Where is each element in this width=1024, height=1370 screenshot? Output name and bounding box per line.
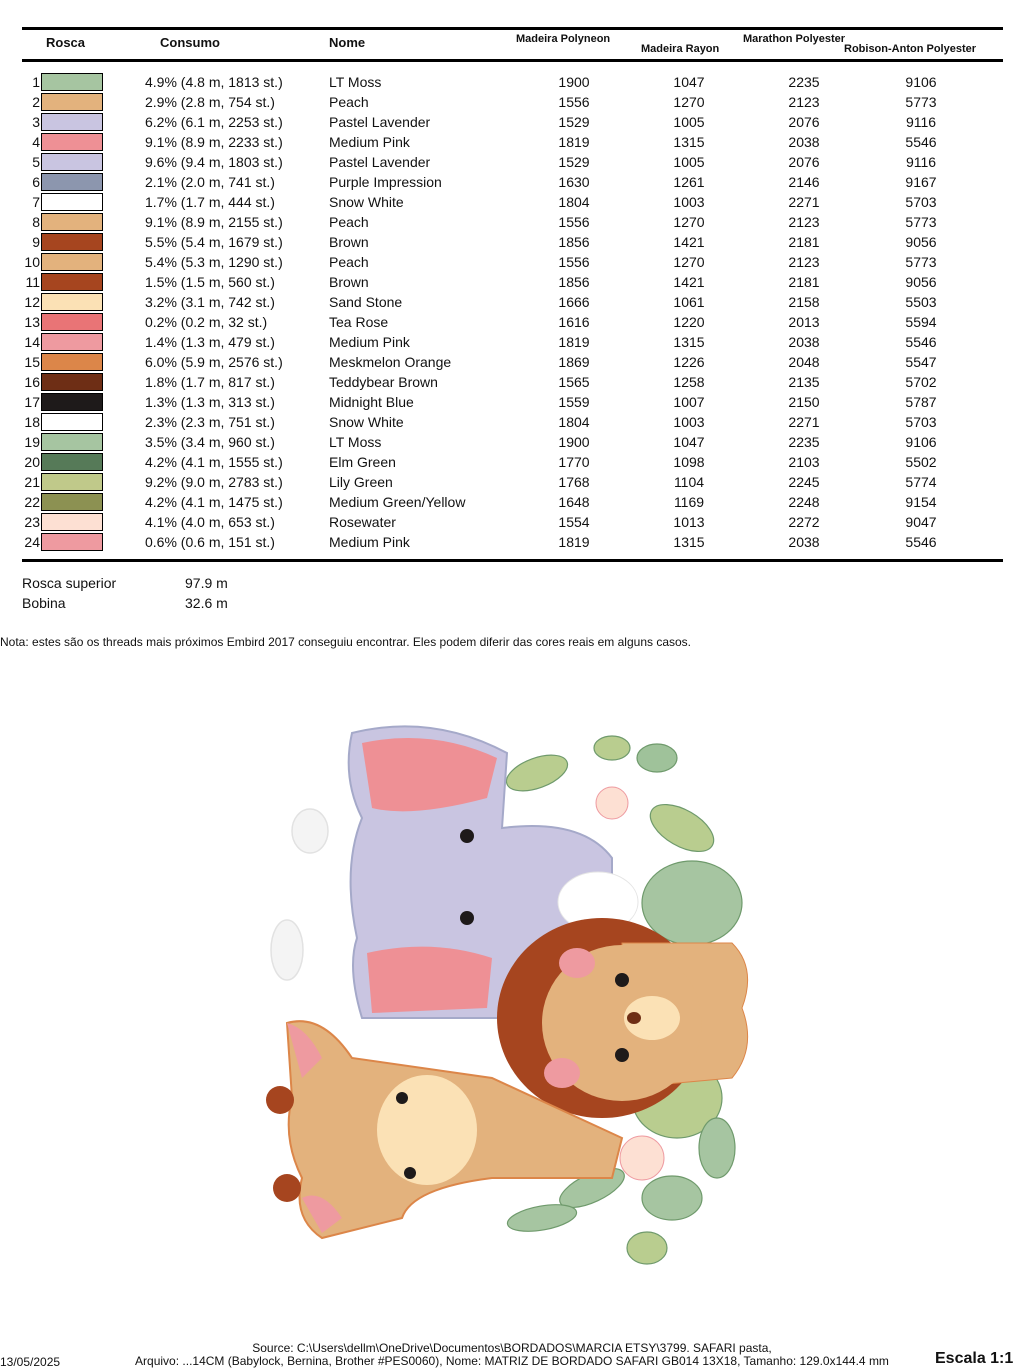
consumption: 0.2% (0.2 m, 32 st.) <box>145 314 268 330</box>
marathon-polyester-code: 2235 <box>788 434 820 450</box>
robison-anton-code: 5547 <box>905 354 937 370</box>
thread-number: 16 <box>24 374 40 390</box>
thread-number: 13 <box>24 314 40 330</box>
madeira-rayon-code: 1315 <box>673 334 705 350</box>
color-swatch <box>41 473 103 491</box>
thread-name: LT Moss <box>329 74 382 90</box>
robison-anton-code: 5546 <box>905 134 937 150</box>
header-consumption: Consumo <box>160 35 220 50</box>
consumption: 9.1% (8.9 m, 2233 st.) <box>145 134 283 150</box>
totals-row-top-thread <box>22 573 322 593</box>
marathon-polyester-code: 2181 <box>788 234 820 250</box>
madeira-rayon-code: 1220 <box>673 314 705 330</box>
madeira-polyneon-code: 1770 <box>558 454 590 470</box>
thread-number: 5 <box>32 154 40 170</box>
thread-number: 14 <box>24 334 40 350</box>
robison-anton-code: 9106 <box>905 74 937 90</box>
consumption: 9.6% (9.4 m, 1803 st.) <box>145 154 283 170</box>
thread-row <box>0 352 1024 372</box>
thread-number: 17 <box>24 394 40 410</box>
marathon-polyester-code: 2038 <box>788 534 820 550</box>
robison-anton-code: 9047 <box>905 514 937 530</box>
color-swatch <box>41 373 103 391</box>
thread-name: Brown <box>329 274 369 290</box>
madeira-polyneon-code: 1559 <box>558 394 590 410</box>
thread-number: 7 <box>32 194 40 210</box>
robison-anton-code: 5787 <box>905 394 937 410</box>
thread-name: Elm Green <box>329 454 396 470</box>
thread-number: 8 <box>32 214 40 230</box>
thread-row <box>0 112 1024 132</box>
consumption: 1.3% (1.3 m, 313 st.) <box>145 394 275 410</box>
madeira-polyneon-code: 1819 <box>558 134 590 150</box>
table-header-rule <box>22 59 1003 62</box>
thread-match-note: Nota: estes são os threads mais próximos Embird 2017 conseguiu encontrar. Eles podem diferir das cores reais em alguns casos. <box>0 635 692 649</box>
robison-anton-code: 5503 <box>905 294 937 310</box>
madeira-polyneon-code: 1900 <box>558 434 590 450</box>
thread-number: 21 <box>24 474 40 490</box>
thread-row <box>0 472 1024 492</box>
marathon-polyester-code: 2123 <box>788 214 820 230</box>
thread-number: 19 <box>24 434 40 450</box>
thread-name: Snow White <box>329 194 404 210</box>
marathon-polyester-code: 2181 <box>788 274 820 290</box>
thread-row <box>0 132 1024 152</box>
madeira-polyneon-code: 1804 <box>558 414 590 430</box>
color-swatch <box>41 533 103 551</box>
thread-row <box>0 292 1024 312</box>
consumption: 2.3% (2.3 m, 751 st.) <box>145 414 275 430</box>
thread-row <box>0 92 1024 112</box>
color-swatch <box>41 293 103 311</box>
thread-name: Meskmelon Orange <box>329 354 452 370</box>
thread-number: 4 <box>32 134 40 150</box>
top-thread-value: 97.9 m <box>185 575 228 591</box>
madeira-rayon-code: 1013 <box>673 514 705 530</box>
thread-row <box>0 412 1024 432</box>
thread-totals <box>22 573 322 613</box>
consumption: 3.5% (3.4 m, 960 st.) <box>145 434 275 450</box>
robison-anton-code: 5774 <box>905 474 937 490</box>
thread-name: Peach <box>329 254 369 270</box>
madeira-rayon-code: 1261 <box>673 174 705 190</box>
consumption: 5.5% (5.4 m, 1679 st.) <box>145 234 283 250</box>
thread-number: 23 <box>24 514 40 530</box>
thread-row <box>0 372 1024 392</box>
madeira-rayon-code: 1421 <box>673 234 705 250</box>
thread-number: 3 <box>32 114 40 130</box>
madeira-rayon-code: 1169 <box>673 494 705 510</box>
consumption: 3.2% (3.1 m, 742 st.) <box>145 294 275 310</box>
robison-anton-code: 9116 <box>905 154 937 170</box>
table-bottom-rule <box>22 559 1003 562</box>
marathon-polyester-code: 2076 <box>788 114 820 130</box>
thread-name: Peach <box>329 214 369 230</box>
thread-number: 24 <box>24 534 40 550</box>
madeira-polyneon-code: 1900 <box>558 74 590 90</box>
color-swatch <box>41 333 103 351</box>
header-robison-anton-polyester: Robison-Anton Polyester <box>844 43 977 55</box>
color-swatch <box>41 493 103 511</box>
thread-number: 18 <box>24 414 40 430</box>
madeira-rayon-code: 1005 <box>673 114 705 130</box>
madeira-rayon-code: 1007 <box>673 394 705 410</box>
madeira-polyneon-code: 1556 <box>558 254 590 270</box>
thread-number: 22 <box>24 494 40 510</box>
robison-anton-code: 9106 <box>905 434 937 450</box>
robison-anton-code: 5773 <box>905 254 937 270</box>
thread-row <box>0 272 1024 292</box>
marathon-polyester-code: 2158 <box>788 294 820 310</box>
madeira-rayon-code: 1104 <box>673 474 705 490</box>
madeira-rayon-code: 1047 <box>673 74 705 90</box>
robison-anton-code: 5546 <box>905 534 937 550</box>
color-swatch <box>41 253 103 271</box>
madeira-rayon-code: 1003 <box>673 194 705 210</box>
header-name: Nome <box>329 35 366 50</box>
robison-anton-code: 9056 <box>905 274 937 290</box>
robison-anton-code: 5546 <box>905 334 937 350</box>
thread-row <box>0 512 1024 532</box>
robison-anton-code: 5703 <box>905 194 937 210</box>
marathon-polyester-code: 2123 <box>788 94 820 110</box>
thread-row <box>0 192 1024 212</box>
embroidery-design-preview <box>262 718 762 1283</box>
thread-row <box>0 312 1024 332</box>
thread-number: 6 <box>32 174 40 190</box>
marathon-polyester-code: 2245 <box>788 474 820 490</box>
color-swatch <box>41 353 103 371</box>
thread-name: Sand Stone <box>329 294 403 310</box>
thread-number: 9 <box>32 234 40 250</box>
header-madeira-rayon: Madeira Rayon <box>641 43 720 55</box>
marathon-polyester-code: 2272 <box>788 514 820 530</box>
thread-name: Lily Green <box>329 474 393 490</box>
consumption: 9.1% (8.9 m, 2155 st.) <box>145 214 283 230</box>
thread-name: Medium Pink <box>329 534 410 550</box>
color-swatch <box>41 513 103 531</box>
color-swatch <box>41 133 103 151</box>
madeira-polyneon-code: 1556 <box>558 214 590 230</box>
consumption: 1.8% (1.7 m, 817 st.) <box>145 374 275 390</box>
marathon-polyester-code: 2135 <box>788 374 820 390</box>
thread-number: 11 <box>25 274 40 290</box>
marathon-polyester-code: 2048 <box>788 354 820 370</box>
madeira-rayon-code: 1098 <box>673 454 705 470</box>
scale-label: Escala 1:1 <box>935 1350 1014 1367</box>
madeira-rayon-code: 1270 <box>673 94 705 110</box>
marathon-polyester-code: 2103 <box>788 454 820 470</box>
color-swatch <box>41 453 103 471</box>
robison-anton-code: 5594 <box>905 314 937 330</box>
thread-row <box>0 152 1024 172</box>
color-swatch <box>41 73 103 91</box>
file-details: Arquivo: ...14CM (Babylock, Bernina, Brother #PES0060), Nome: MATRIZ DE BORDADO SAFARI GB014 13X18, Tamanho: 129.0x144.4 mm <box>135 1354 889 1368</box>
robison-anton-code: 5773 <box>905 94 937 110</box>
madeira-polyneon-code: 1554 <box>558 514 590 530</box>
source-path: Source: C:\Users\dellm\OneDrive\Documentos\BORDADOS\MARCIA ETSY\3799. SAFARI pasta, <box>252 1341 772 1355</box>
file-info <box>102 1342 922 1368</box>
color-swatch <box>41 113 103 131</box>
marathon-polyester-code: 2076 <box>788 154 820 170</box>
table-top-rule <box>22 27 1003 30</box>
thread-number: 12 <box>24 294 40 310</box>
thread-row <box>0 492 1024 512</box>
bobbin-label: Bobina <box>22 595 66 611</box>
marathon-polyester-code: 2150 <box>788 394 820 410</box>
thread-name: Snow White <box>329 414 404 430</box>
consumption: 9.2% (9.0 m, 2783 st.) <box>145 474 283 490</box>
madeira-rayon-code: 1005 <box>673 154 705 170</box>
madeira-rayon-code: 1226 <box>673 354 705 370</box>
madeira-rayon-code: 1315 <box>673 134 705 150</box>
madeira-rayon-code: 1258 <box>673 374 705 390</box>
madeira-polyneon-code: 1804 <box>558 194 590 210</box>
thread-number: 1 <box>32 74 40 90</box>
header-thread: Rosca <box>46 35 86 50</box>
color-swatch <box>41 393 103 411</box>
color-swatch <box>41 153 103 171</box>
marathon-polyester-code: 2146 <box>788 174 820 190</box>
robison-anton-code: 5703 <box>905 414 937 430</box>
color-swatch <box>41 233 103 251</box>
color-swatch <box>41 213 103 231</box>
thread-number: 10 <box>24 254 40 270</box>
robison-anton-code: 9167 <box>905 174 937 190</box>
consumption: 6.2% (6.1 m, 2253 st.) <box>145 114 283 130</box>
thread-name: Medium Green/Yellow <box>329 494 466 510</box>
madeira-polyneon-code: 1856 <box>558 234 590 250</box>
thread-name: Brown <box>329 234 369 250</box>
marathon-polyester-code: 2013 <box>788 314 820 330</box>
thread-row <box>0 172 1024 192</box>
madeira-polyneon-code: 1529 <box>558 154 590 170</box>
consumption: 1.4% (1.3 m, 479 st.) <box>145 334 275 350</box>
madeira-rayon-code: 1421 <box>673 274 705 290</box>
madeira-polyneon-code: 1856 <box>558 274 590 290</box>
thread-row <box>0 392 1024 412</box>
madeira-polyneon-code: 1529 <box>558 114 590 130</box>
madeira-rayon-code: 1315 <box>673 534 705 550</box>
marathon-polyester-code: 2123 <box>788 254 820 270</box>
madeira-polyneon-code: 1630 <box>558 174 590 190</box>
madeira-polyneon-code: 1565 <box>558 374 590 390</box>
thread-name: Purple Impression <box>329 174 442 190</box>
thread-name: Pastel Lavender <box>329 154 431 170</box>
madeira-rayon-code: 1003 <box>673 414 705 430</box>
header-marathon-polyester: Marathon Polyester <box>743 33 846 45</box>
thread-number: 20 <box>24 454 40 470</box>
robison-anton-code: 9116 <box>905 114 937 130</box>
consumption: 5.4% (5.3 m, 1290 st.) <box>145 254 283 270</box>
thread-row <box>0 532 1024 552</box>
thread-row <box>0 232 1024 252</box>
marathon-polyester-code: 2271 <box>788 414 820 430</box>
thread-name: Medium Pink <box>329 134 410 150</box>
marathon-polyester-code: 2038 <box>788 334 820 350</box>
thread-name: Teddybear Brown <box>329 374 438 390</box>
madeira-polyneon-code: 1556 <box>558 94 590 110</box>
robison-anton-code: 9154 <box>905 494 937 510</box>
thread-row <box>0 72 1024 92</box>
consumption: 4.9% (4.8 m, 1813 st.) <box>145 74 283 90</box>
bobbin-value: 32.6 m <box>185 595 228 611</box>
consumption: 4.1% (4.0 m, 653 st.) <box>145 514 275 530</box>
print-date: 13/05/2025 <box>0 1355 61 1369</box>
thread-name: Midnight Blue <box>329 394 414 410</box>
marathon-polyester-code: 2271 <box>788 194 820 210</box>
consumption: 4.2% (4.1 m, 1555 st.) <box>145 454 283 470</box>
robison-anton-code: 5702 <box>905 374 937 390</box>
thread-row <box>0 452 1024 472</box>
madeira-rayon-code: 1047 <box>673 434 705 450</box>
header-madeira-polyneon: Madeira Polyneon <box>516 33 611 45</box>
thread-number: 2 <box>32 94 40 110</box>
thread-row <box>0 212 1024 232</box>
color-swatch <box>41 173 103 191</box>
madeira-polyneon-code: 1616 <box>558 314 590 330</box>
marathon-polyester-code: 2248 <box>788 494 820 510</box>
thread-row <box>0 432 1024 452</box>
consumption: 6.0% (5.9 m, 2576 st.) <box>145 354 283 370</box>
totals-row-bobbin <box>22 593 322 613</box>
top-thread-label: Rosca superior <box>22 575 117 591</box>
madeira-polyneon-code: 1648 <box>558 494 590 510</box>
cloud-icon <box>271 809 328 980</box>
consumption: 2.1% (2.0 m, 741 st.) <box>145 174 275 190</box>
color-swatch <box>41 413 103 431</box>
marathon-polyester-code: 2038 <box>788 134 820 150</box>
color-swatch <box>41 433 103 451</box>
color-swatch <box>41 313 103 331</box>
thread-name: Pastel Lavender <box>329 114 431 130</box>
thread-name: LT Moss <box>329 434 382 450</box>
robison-anton-code: 5502 <box>905 454 937 470</box>
color-swatch <box>41 273 103 291</box>
madeira-polyneon-code: 1819 <box>558 534 590 550</box>
thread-name: Medium Pink <box>329 334 410 350</box>
consumption: 0.6% (0.6 m, 151 st.) <box>145 534 275 550</box>
thread-row <box>0 332 1024 352</box>
madeira-polyneon-code: 1869 <box>558 354 590 370</box>
color-swatch <box>41 193 103 211</box>
thread-name: Peach <box>329 94 369 110</box>
color-swatch <box>41 93 103 111</box>
consumption: 1.7% (1.7 m, 444 st.) <box>145 194 275 210</box>
thread-table-body <box>0 72 1024 552</box>
thread-name: Rosewater <box>329 514 396 530</box>
madeira-polyneon-code: 1819 <box>558 334 590 350</box>
madeira-rayon-code: 1061 <box>673 294 705 310</box>
thread-name: Tea Rose <box>329 314 389 330</box>
robison-anton-code: 9056 <box>905 234 937 250</box>
consumption: 4.2% (4.1 m, 1475 st.) <box>145 494 283 510</box>
consumption: 1.5% (1.5 m, 560 st.) <box>145 274 275 290</box>
madeira-rayon-code: 1270 <box>673 214 705 230</box>
marathon-polyester-code: 2235 <box>788 74 820 90</box>
madeira-polyneon-code: 1768 <box>558 474 590 490</box>
consumption: 2.9% (2.8 m, 754 st.) <box>145 94 275 110</box>
madeira-polyneon-code: 1666 <box>558 294 590 310</box>
robison-anton-code: 5773 <box>905 214 937 230</box>
thread-number: 15 <box>24 354 40 370</box>
thread-row <box>0 252 1024 272</box>
madeira-rayon-code: 1270 <box>673 254 705 270</box>
